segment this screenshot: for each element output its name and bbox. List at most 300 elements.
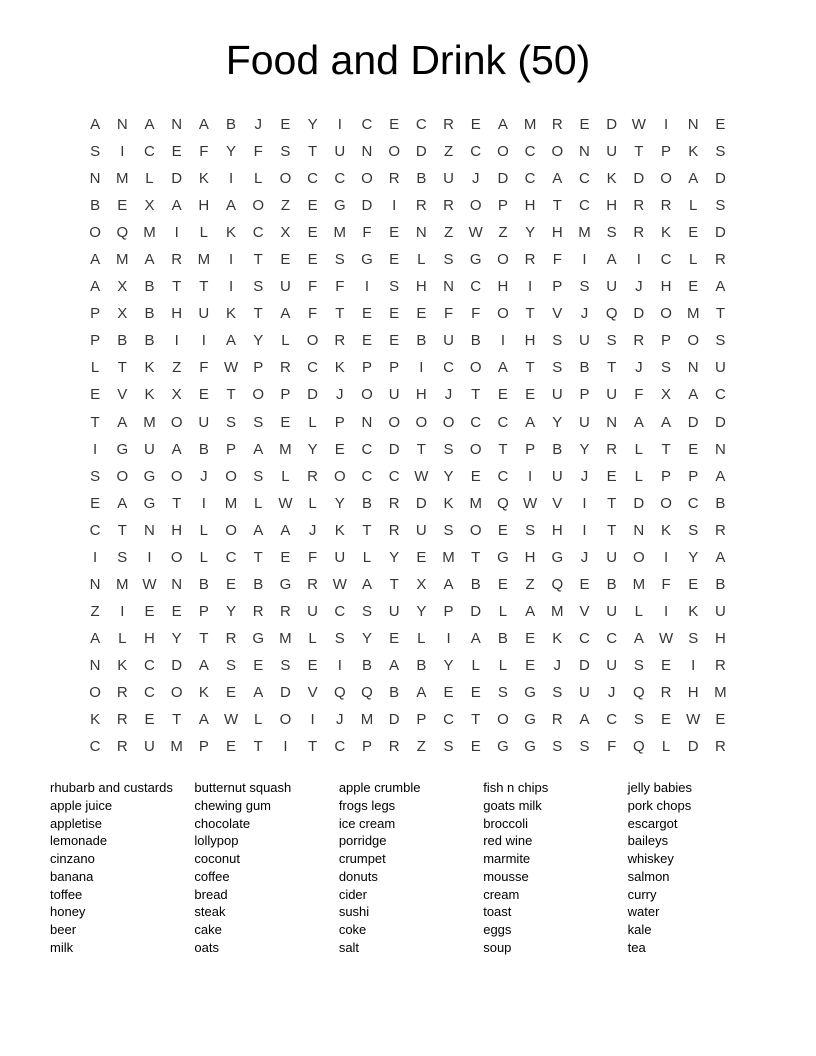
grid-row: [82, 165, 735, 192]
grid-letter: F: [308, 305, 318, 323]
word-list-item: salt: [338, 939, 360, 955]
grid-letter: T: [308, 143, 318, 161]
grid-letter: E: [715, 711, 726, 729]
grid-letter: S: [579, 738, 590, 756]
grid-letter: E: [497, 386, 508, 404]
grid-letter: O: [469, 521, 482, 539]
grid-letter: Z: [525, 575, 535, 593]
grid-letter: R: [171, 251, 183, 269]
grid-letter: E: [117, 197, 128, 215]
grid-letter: C: [470, 413, 482, 431]
grid-letter: C: [361, 116, 373, 134]
grid-letter: P: [497, 197, 508, 215]
grid-letter: S: [552, 359, 563, 377]
grid-letter: N: [171, 116, 183, 134]
grid-letter: R: [116, 684, 128, 701]
word-list-item: eggs: [483, 922, 512, 938]
grid-letter: B: [416, 170, 427, 188]
grid-letter: U: [579, 684, 590, 701]
grid-letter: R: [116, 738, 128, 756]
word-list-item: chocolate: [194, 815, 251, 831]
grid-letter: S: [226, 413, 237, 431]
grid-letter: E: [688, 575, 699, 593]
grid-letter: C: [606, 711, 618, 729]
grid-letter: B: [144, 332, 155, 350]
grid-letter: K: [606, 170, 617, 188]
grid-letter: A: [443, 575, 454, 593]
grid-letter: E: [606, 467, 617, 485]
grid-letter: I: [228, 251, 234, 269]
grid-letter: O: [252, 386, 265, 404]
grid-letter: D: [687, 738, 699, 756]
grid-letter: N: [89, 170, 101, 188]
grid-letter: K: [198, 684, 209, 701]
grid-letter: R: [252, 602, 264, 620]
grid-letter: X: [661, 386, 672, 404]
grid-letter: I: [147, 548, 152, 566]
grid-letter: K: [661, 224, 672, 242]
grid-letter: K: [144, 359, 155, 377]
grid-letter: E: [307, 197, 318, 215]
grid-letter: C: [89, 738, 101, 756]
grid-letter: T: [634, 143, 644, 161]
grid-letter: R: [307, 467, 319, 485]
grid-letter: M: [333, 224, 347, 242]
grid-letter: E: [280, 251, 291, 269]
grid-letter: T: [416, 440, 426, 458]
grid-letter: Q: [633, 684, 645, 701]
grid-letter: K: [688, 602, 699, 620]
word-list-column: [50, 779, 194, 957]
grid-letter: M: [197, 251, 211, 269]
grid-letter: N: [579, 143, 590, 161]
grid-letter: F: [199, 143, 209, 161]
grid-letter: R: [524, 251, 536, 269]
grid-letter: E: [416, 548, 427, 566]
grid-letter: B: [198, 575, 209, 593]
grid-letter: H: [660, 278, 672, 296]
grid-letter: R: [388, 170, 400, 188]
grid-letter: G: [116, 440, 129, 458]
grid-letter: X: [280, 224, 291, 242]
grid-letter: C: [334, 170, 346, 188]
grid-letter: P: [198, 602, 209, 620]
word-list-item: apple crumble: [338, 780, 421, 796]
grid-letter: A: [90, 629, 101, 647]
grid-letter: B: [579, 359, 590, 377]
grid-letter: Z: [172, 359, 182, 377]
grid-letter: Y: [226, 143, 237, 161]
grid-letter: N: [361, 413, 373, 431]
grid-letter: H: [415, 386, 427, 404]
grid-letter: B: [715, 494, 726, 512]
grid-letter: C: [307, 359, 319, 377]
grid-letter: R: [388, 738, 400, 756]
grid-letter: S: [715, 143, 726, 161]
grid-letter: G: [143, 467, 156, 485]
grid-letter: G: [524, 738, 536, 756]
grid-letter: B: [416, 332, 427, 350]
grid-letter: U: [714, 359, 726, 377]
grid-letter: N: [89, 656, 101, 674]
grid-letter: B: [416, 656, 427, 674]
word-list-column: [628, 779, 772, 957]
grid-letter: I: [663, 548, 669, 566]
grid-letter: T: [498, 440, 508, 458]
grid-letter: A: [171, 197, 182, 215]
grid-letter: K: [144, 386, 155, 404]
grid-letter: S: [552, 332, 563, 350]
grid-letter: F: [607, 738, 617, 756]
grid-letter: S: [715, 197, 726, 215]
grid-letter: J: [553, 656, 562, 674]
grid-letter: Y: [443, 467, 454, 485]
word-list-item: goats milk: [483, 797, 542, 813]
grid-letter: D: [579, 656, 590, 674]
grid-letter: L: [254, 494, 263, 512]
grid-letter: Z: [416, 738, 426, 756]
grid-letter: A: [715, 467, 726, 485]
grid-letter: Y: [579, 440, 590, 458]
grid-letter: A: [525, 602, 536, 620]
grid-letter: L: [308, 413, 317, 431]
grid-letter: W: [468, 224, 483, 242]
grid-letter: I: [310, 711, 315, 729]
grid-row: [82, 625, 735, 652]
grid-letter: H: [524, 548, 536, 566]
grid-letter: D: [307, 386, 319, 404]
grid-letter: D: [171, 170, 183, 188]
grid-letter: A: [715, 278, 726, 296]
grid-letter: P: [661, 467, 672, 485]
grid-letter: A: [226, 197, 237, 215]
word-list-item: oats: [194, 939, 219, 955]
grid-letter: U: [198, 413, 210, 431]
grid-letter: C: [443, 711, 454, 729]
grid-letter: R: [388, 521, 400, 539]
grid-letter: E: [144, 711, 155, 729]
grid-letter: Y: [688, 548, 699, 566]
grid-letter: P: [90, 332, 101, 350]
grid-letter: K: [226, 224, 237, 242]
grid-letter: F: [471, 305, 481, 323]
word-list-item: coke: [338, 922, 367, 938]
grid-letter: C: [361, 467, 373, 485]
grid-letter: S: [688, 521, 699, 539]
grid-letter: K: [443, 494, 454, 512]
grid-letter: D: [687, 413, 699, 431]
grid-letter: S: [90, 467, 101, 485]
word-list-item: jelly babies: [627, 780, 692, 796]
grid-letter: G: [551, 548, 564, 566]
word-list-item: apple juice: [50, 797, 113, 813]
grid-letter: Y: [226, 602, 237, 620]
grid-letter: E: [307, 251, 318, 269]
grid-letter: T: [607, 359, 617, 377]
grid-letter: E: [688, 224, 699, 242]
grid-letter: C: [606, 629, 618, 647]
grid-letter: B: [361, 656, 372, 674]
grid-letter: S: [443, 440, 454, 458]
word-list-item: whiskey: [627, 851, 674, 867]
grid-letter: O: [89, 684, 101, 701]
grid-letter: H: [524, 332, 536, 350]
word-list-item: water: [627, 904, 660, 920]
grid-letter: A: [90, 278, 101, 296]
grid-letter: U: [551, 467, 563, 485]
grid-letter: O: [306, 332, 319, 350]
grid-letter: L: [689, 197, 698, 215]
grid-letter: U: [714, 602, 726, 620]
grid-letter: R: [279, 359, 291, 377]
grid-letter: V: [552, 494, 563, 512]
grid-letter: E: [280, 116, 291, 134]
grid-letter: O: [361, 386, 373, 404]
grid-letter: R: [388, 494, 400, 512]
grid-letter: G: [333, 197, 346, 215]
word-list-item: chewing gum: [194, 797, 272, 813]
word-list-item: curry: [627, 886, 657, 902]
grid-letter: F: [335, 278, 345, 296]
grid-letter: L: [498, 656, 508, 674]
grid-letter: C: [144, 684, 155, 701]
grid-letter: C: [388, 467, 400, 485]
grid-letter: H: [497, 278, 509, 296]
grid-letter: A: [253, 440, 264, 458]
grid-letter: E: [171, 602, 182, 620]
grid-letter: A: [280, 521, 291, 539]
grid-letter: T: [253, 738, 263, 756]
grid-letter: R: [714, 521, 726, 539]
grid-letter: M: [551, 602, 564, 620]
grid-letter: A: [497, 359, 508, 377]
grid-letter: R: [660, 684, 672, 701]
grid-letter: A: [280, 305, 291, 323]
grid-letter: O: [279, 711, 292, 729]
grid-letter: F: [362, 224, 372, 242]
grid-letter: E: [144, 602, 155, 620]
grid-letter: I: [337, 656, 342, 674]
grid-letter: B: [552, 440, 563, 458]
grid-letter: E: [389, 332, 400, 350]
grid-letter: M: [224, 494, 238, 512]
grid-letter: A: [90, 116, 101, 134]
grid-letter: K: [688, 143, 699, 161]
grid-letter: C: [225, 548, 237, 566]
grid-letter: O: [225, 467, 237, 485]
grid-letter: S: [552, 684, 563, 701]
grid-letter: S: [606, 224, 617, 242]
grid-letter: M: [714, 684, 727, 701]
grid-letter: A: [470, 629, 481, 647]
word-list-item: rhubarb and custards: [50, 780, 173, 796]
grid-letter: B: [226, 116, 237, 134]
grid-letter: E: [525, 386, 536, 404]
word-list-item: kale: [627, 922, 652, 938]
grid-letter: L: [145, 170, 154, 188]
grid-letter: V: [307, 684, 318, 701]
grid-letter: R: [415, 197, 427, 215]
grid-letter: E: [389, 251, 400, 269]
word-list-item: tea: [627, 939, 646, 955]
grid-letter: E: [198, 386, 209, 404]
grid-letter: O: [170, 684, 183, 701]
grid-letter: K: [334, 359, 345, 377]
grid-letter: R: [225, 629, 237, 647]
grid-letter: W: [414, 467, 429, 485]
grid-letter: P: [661, 143, 672, 161]
word-list-item: ice cream: [338, 815, 396, 831]
grid-letter: O: [660, 494, 672, 512]
grid-letter: J: [336, 386, 344, 404]
grid-row: [82, 381, 735, 408]
grid-letter: R: [606, 440, 618, 458]
word-list-item: cake: [194, 922, 222, 938]
grid-letter: I: [582, 494, 587, 512]
grid-letter: B: [253, 575, 264, 593]
grid-letter: Z: [90, 602, 100, 620]
grid-letter: I: [528, 278, 533, 296]
grid-letter: I: [201, 494, 206, 512]
grid-letter: I: [283, 738, 288, 756]
grid-letter: E: [661, 711, 672, 729]
grid-letter: Q: [333, 684, 346, 701]
grid-letter: I: [120, 143, 125, 161]
grid-letter: X: [117, 305, 128, 323]
grid-letter: I: [582, 521, 587, 539]
grid-letter: T: [607, 521, 617, 539]
grid-letter: E: [416, 305, 427, 323]
grid-letter: I: [663, 116, 669, 134]
grid-letter: U: [388, 602, 400, 620]
grid-letter: A: [688, 170, 699, 188]
grid-letter: T: [661, 440, 671, 458]
grid-letter: A: [198, 711, 209, 729]
grid-letter: T: [471, 711, 481, 729]
grid-letter: R: [116, 711, 128, 729]
word-list-item: pork chops: [627, 797, 692, 813]
grid-letter: F: [253, 143, 263, 161]
grid-row: [82, 138, 735, 165]
grid-letter: C: [334, 738, 346, 756]
grid-letter: R: [660, 197, 672, 215]
grid-letter: A: [144, 116, 155, 134]
word-list-item: toast: [483, 904, 512, 920]
grid-letter: D: [606, 116, 618, 134]
grid-letter: S: [226, 656, 237, 674]
grid-letter: Y: [253, 332, 264, 350]
grid-letter: E: [470, 116, 481, 134]
grid-letter: J: [254, 116, 262, 134]
grid-letter: E: [90, 494, 101, 512]
grid-letter: C: [361, 440, 373, 458]
grid-letter: M: [170, 738, 183, 756]
grid-letter: T: [253, 305, 263, 323]
grid-letter: Z: [443, 224, 454, 242]
grid-letter: I: [691, 656, 696, 674]
grid-letter: D: [415, 494, 427, 512]
grid-letter: I: [528, 467, 533, 485]
grid-letter: U: [606, 548, 618, 566]
grid-letter: S: [280, 143, 291, 161]
word-list-item: frogs legs: [338, 797, 396, 813]
grid-letter: A: [661, 413, 672, 431]
grid-letter: W: [686, 711, 701, 729]
grid-letter: C: [252, 224, 264, 242]
grid-letter: P: [361, 738, 372, 756]
grid-letter: I: [582, 251, 587, 269]
grid-letter: B: [117, 332, 128, 350]
grid-letter: F: [552, 251, 562, 269]
grid-letter: M: [116, 170, 129, 188]
grid-letter: E: [497, 521, 508, 539]
grid-letter: Y: [525, 224, 536, 242]
grid-letter: T: [607, 494, 617, 512]
grid-letter: C: [415, 116, 427, 134]
grid-letter: O: [170, 413, 183, 431]
grid-letter: V: [552, 305, 563, 323]
grid-letter: C: [660, 251, 672, 269]
word-search-grid: [82, 111, 735, 760]
grid-letter: S: [334, 251, 345, 269]
grid-letter: C: [497, 467, 509, 485]
grid-letter: E: [90, 386, 101, 404]
grid-letter: J: [444, 386, 453, 404]
grid-letter: S: [443, 521, 454, 539]
grid-letter: R: [714, 656, 726, 674]
grid-letter: O: [497, 251, 509, 269]
grid-row: [82, 409, 735, 436]
grid-letter: N: [361, 143, 373, 161]
grid-letter: L: [254, 170, 263, 188]
grid-letter: E: [361, 332, 372, 350]
grid-letter: F: [661, 575, 671, 593]
grid-letter: G: [361, 251, 373, 269]
grid-letter: J: [607, 684, 616, 701]
grid-letter: A: [226, 332, 237, 350]
grid-letter: E: [470, 467, 481, 485]
grid-row: [82, 679, 735, 706]
grid-letter: B: [715, 575, 726, 593]
grid-letter: E: [389, 224, 400, 242]
grid-letter: U: [606, 143, 618, 161]
grid-letter: V: [117, 386, 128, 404]
grid-letter: E: [443, 684, 454, 701]
grid-letter: A: [171, 440, 182, 458]
grid-letter: B: [361, 494, 372, 512]
grid-letter: E: [253, 656, 264, 674]
grid-letter: Y: [171, 629, 182, 647]
grid-row: [82, 706, 735, 733]
grid-letter: Q: [116, 224, 129, 242]
grid-letter: T: [199, 278, 209, 296]
word-list-item: marmite: [483, 851, 531, 867]
grid-letter: T: [90, 413, 100, 431]
grid-letter: R: [714, 738, 726, 756]
grid-letter: L: [634, 467, 644, 485]
grid-letter: E: [470, 684, 481, 701]
grid-letter: T: [471, 548, 481, 566]
word-list-item: cider: [338, 886, 367, 902]
grid-letter: L: [281, 332, 290, 350]
grid-letter: K: [226, 305, 237, 323]
grid-letter: M: [143, 224, 156, 242]
grid-letter: X: [117, 278, 128, 296]
grid-letter: S: [688, 629, 699, 647]
grid-letter: I: [120, 602, 125, 620]
word-list-item: bread: [194, 886, 228, 902]
word-list-item: lemonade: [50, 833, 108, 849]
